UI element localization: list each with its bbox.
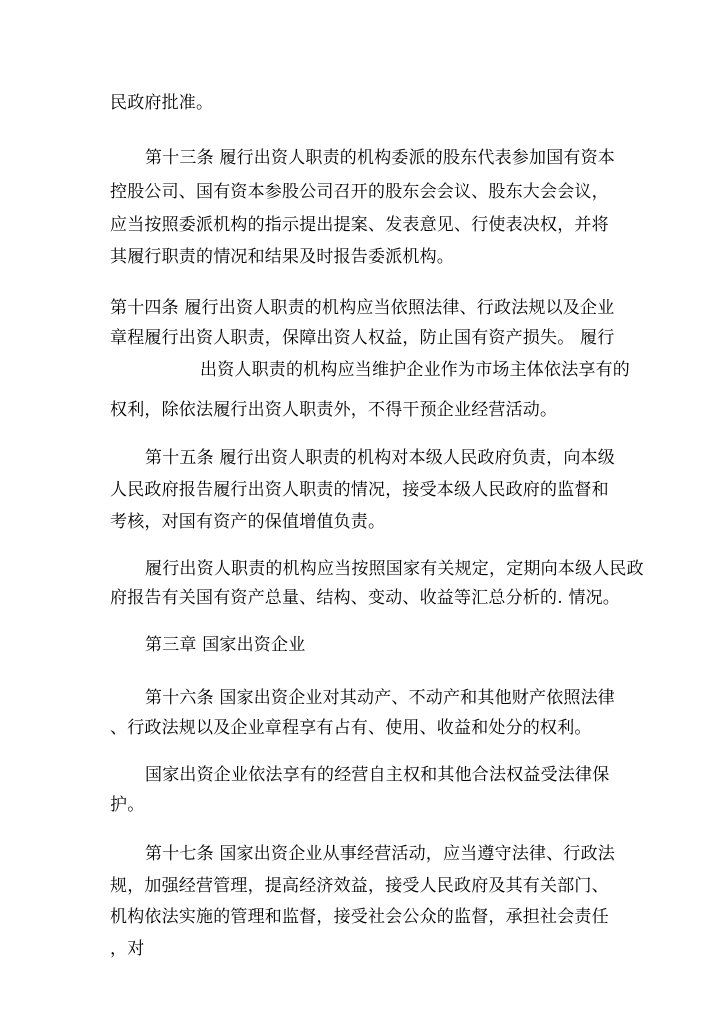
article-16-para-2-line-1: 国家出资企业依法享有的经营自主权和其他合法权益受法律保 <box>145 765 610 785</box>
article-17-line-2: 规，加强经营管理，提高经济效益，接受人民政府及其有关部门、 <box>110 876 609 896</box>
article-15-line-3: 考核，对国有资产的保值增值负责。 <box>110 512 386 532</box>
article-15-para-2-line-2: 府报告有关国有资产总量、结构、变动、收益等汇总分析的. 情况。 <box>110 588 621 608</box>
article-15-line-1: 第十五条 履行出资人职责的机构对本级人民政府负责，向本级 <box>145 448 616 468</box>
article-17-line-4: ，对 <box>110 939 145 959</box>
article-15-para-2-line-1: 履行出资人职责的机构应当按照国家有关规定，定期向本级人民政 <box>145 559 644 579</box>
article-14-line-4: 权利，除依法履行出资人职责外，不得干预企业经营活动。 <box>110 400 558 420</box>
paragraph-continuation: 民政府批准。 <box>110 93 214 113</box>
article-16-para-2-line-2: 护。 <box>110 795 145 815</box>
article-14-line-3: 出资人职责的机构应当维护企业作为市场主体依法享有的 <box>200 360 630 380</box>
article-14-line-2: 章程履行出资人职责，保障出资人权益，防止国有资产损失。 履行 <box>110 328 615 348</box>
article-13-line-1: 第十三条 履行出资人职责的机构委派的股东代表参加国有资本 <box>145 148 616 168</box>
article-16-line-2: 、行政法规以及企业章程享有占有、使用、收益和处分的权利。 <box>110 718 592 738</box>
article-13-line-4: 其履行职责的情况和结果及时报告委派机构。 <box>110 247 454 267</box>
chapter-heading: 第三章 国家出资企业 <box>145 635 306 655</box>
article-17-line-3: 机构依法实施的管理和监督，接受社会公众的监督，承担社会责任 <box>110 907 609 927</box>
article-13-line-2: 控股公司、国有资本参股公司召开的股东会会议、股东大会会议， <box>110 182 609 202</box>
article-16-line-1: 第十六条 国家出资企业对其动产、不动产和其他财产依照法律 <box>145 688 616 708</box>
article-14-line-1: 第十四条 履行出资人职责的机构应当依照法律、行政法规以及企业 <box>110 298 615 318</box>
article-13-line-3: 应当按照委派机构的指示提出提案、发表意见、行使表决权，并将 <box>110 215 609 235</box>
article-15-line-2: 人民政府报告履行出资人职责的情况，接受本级人民政府的监督和 <box>110 480 609 500</box>
article-17-line-1: 第十七条 国家出资企业从事经营活动，应当遵守法律、行政法 <box>145 844 616 864</box>
